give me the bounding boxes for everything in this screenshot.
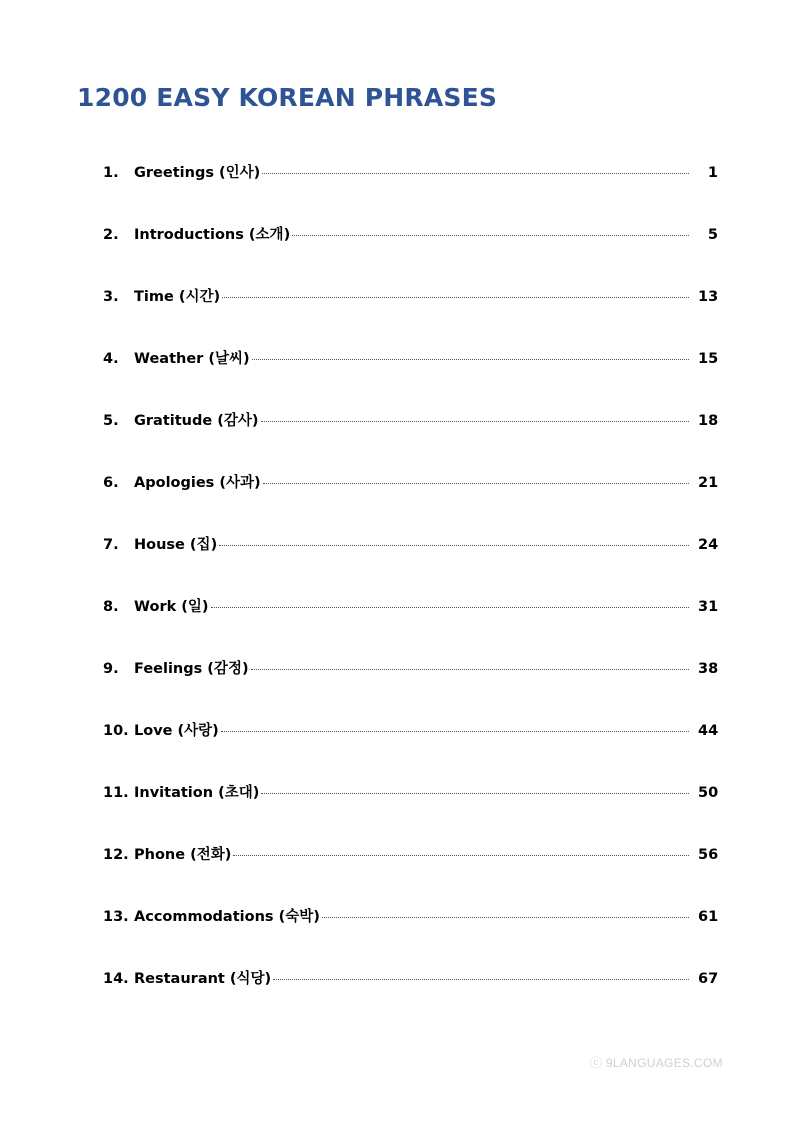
toc-entry[interactable] (103, 844, 718, 906)
document-title: 1200 EASY KOREAN PHRASES (77, 83, 498, 112)
toc-entry-page: 21 (698, 475, 719, 491)
toc-entry-label: Invitation (초대) (134, 785, 260, 801)
dot-leader (261, 421, 689, 422)
toc-entry[interactable] (103, 596, 718, 658)
toc-entry-number: 12. (103, 847, 129, 863)
toc-entry-page: 67 (698, 971, 719, 987)
toc-entry-label: Work (일) (134, 599, 209, 615)
table-of-contents (103, 162, 718, 1030)
toc-entry-label: Apologies (사과) (134, 475, 261, 491)
toc-entry[interactable] (103, 906, 718, 968)
toc-entry-label: Greetings (인사) (134, 165, 261, 181)
toc-entry[interactable] (103, 782, 718, 844)
dot-leader (261, 793, 689, 794)
dot-leader (219, 545, 689, 546)
toc-entry-page: 44 (698, 723, 719, 739)
toc-entry-number: 3. (103, 289, 119, 305)
dot-leader (273, 979, 689, 980)
dot-leader (211, 607, 689, 608)
dot-leader (262, 173, 689, 174)
toc-entry-number: 13. (103, 909, 129, 925)
toc-entry-number: 2. (103, 227, 119, 243)
toc-entry-number: 5. (103, 413, 119, 429)
toc-entry-number: 14. (103, 971, 129, 987)
toc-entry-page: 61 (698, 909, 719, 925)
toc-entry[interactable] (103, 534, 718, 596)
dot-leader (251, 669, 689, 670)
toc-entry-page: 1 (707, 165, 718, 181)
toc-entry[interactable] (103, 410, 718, 472)
toc-entry-label: House (집) (134, 537, 218, 553)
toc-entry-page: 38 (698, 661, 719, 677)
toc-entry[interactable] (103, 720, 718, 782)
toc-entry-number: 4. (103, 351, 119, 367)
toc-entry-number: 9. (103, 661, 119, 677)
toc-entry[interactable] (103, 224, 718, 286)
toc-entry-label: Feelings (감정) (134, 661, 249, 677)
toc-entry[interactable] (103, 286, 718, 348)
toc-entry[interactable] (103, 348, 718, 410)
dot-leader (292, 235, 689, 236)
dot-leader (233, 855, 689, 856)
toc-entry-number: 11. (103, 785, 129, 801)
dot-leader (322, 917, 689, 918)
toc-entry-number: 7. (103, 537, 119, 553)
dot-leader (252, 359, 689, 360)
toc-entry-label: Introductions (소개) (134, 227, 291, 243)
toc-entry-label: Gratitude (감사) (134, 413, 259, 429)
toc-entry[interactable] (103, 968, 718, 1030)
toc-entry-label: Accommodations (숙박) (134, 909, 320, 925)
toc-entry-page: 50 (698, 785, 719, 801)
toc-entry-page: 24 (698, 537, 719, 553)
toc-entry-label: Phone (전화) (134, 847, 232, 863)
toc-entry-label: Weather (날씨) (134, 351, 250, 367)
dot-leader (221, 731, 689, 732)
toc-entry-page: 15 (698, 351, 719, 367)
toc-entry-page: 13 (698, 289, 719, 305)
dot-leader (263, 483, 689, 484)
toc-entry-label: Time (시간) (134, 289, 221, 305)
toc-entry[interactable] (103, 162, 718, 224)
toc-entry-page: 31 (698, 599, 719, 615)
toc-entry[interactable] (103, 658, 718, 720)
toc-entry[interactable] (103, 472, 718, 534)
toc-entry-number: 8. (103, 599, 119, 615)
toc-entry-page: 5 (707, 227, 718, 243)
copyright-footer: ⓒ 9LANGUAGES.COM (590, 1056, 723, 1070)
toc-entry-page: 18 (698, 413, 719, 429)
dot-leader (222, 297, 689, 298)
toc-entry-label: Restaurant (식당) (134, 971, 272, 987)
toc-entry-number: 10. (103, 723, 129, 739)
toc-entry-number: 1. (103, 165, 119, 181)
toc-entry-label: Love (사랑) (134, 723, 219, 739)
toc-entry-number: 6. (103, 475, 119, 491)
toc-entry-page: 56 (698, 847, 719, 863)
